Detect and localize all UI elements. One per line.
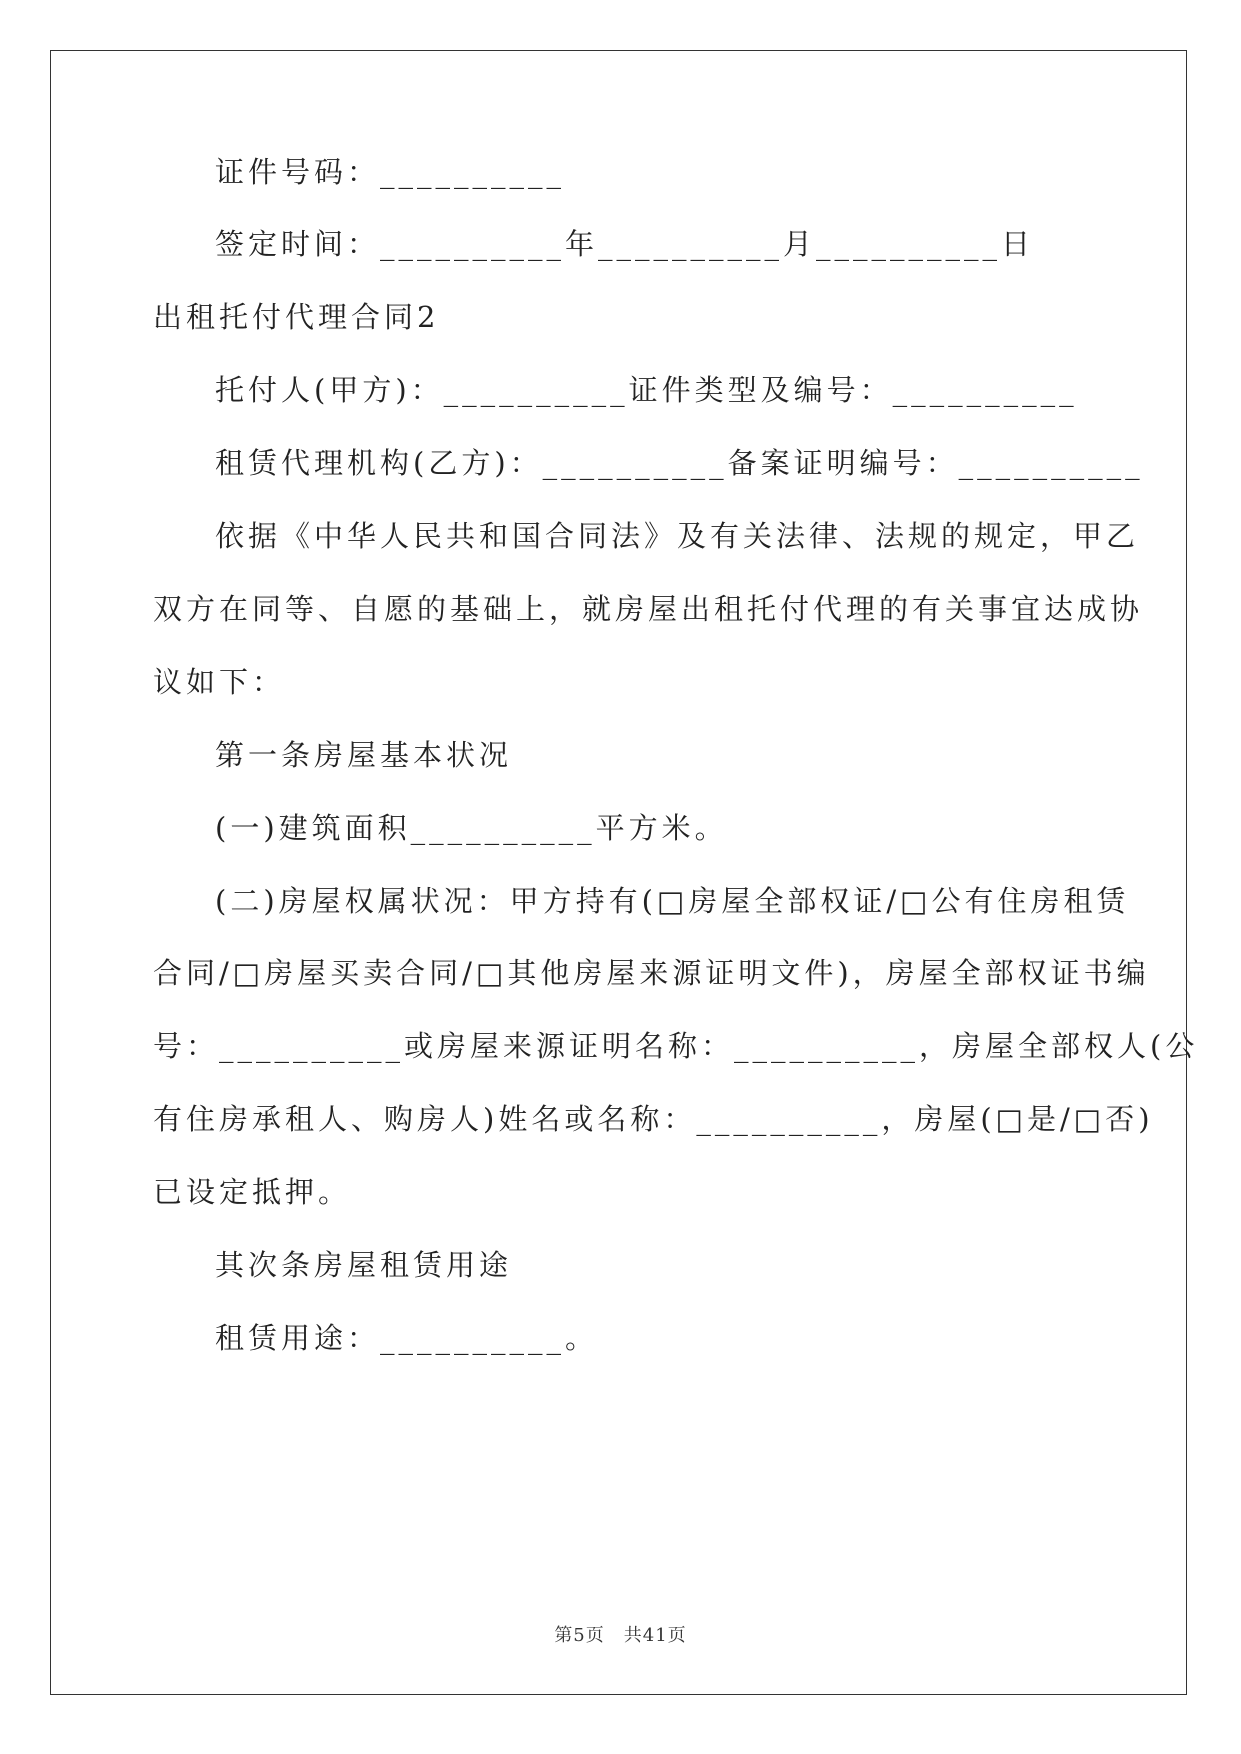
building-area-line: (一)建筑面积__________平方米。 [215, 811, 728, 845]
ownership-line: 已设定抵押。 [153, 1175, 352, 1209]
agency-line: 租赁代理机构(乙方)：__________备案证明编号：__________ [215, 446, 1144, 480]
ownership-line: 有住房承租人、购房人)姓名或名称：__________，房屋(□是/□否) [153, 1102, 1154, 1136]
lease-use-line: 租赁用途：__________。 [215, 1321, 599, 1355]
id-number-line: 证件号码：__________ [215, 155, 566, 189]
page-footer: 第5页 共41页 [554, 1625, 687, 1646]
paragraph-line: 议如下： [153, 665, 286, 699]
ownership-line: 号：__________或房屋来源证明名称：__________，房屋全部权人(公 [153, 1029, 1199, 1063]
principal-line: 托付人(甲方)：__________证件类型及编号：__________ [215, 373, 1078, 407]
signing-date-line: 签定时间：__________年__________月__________日 [215, 227, 1035, 261]
paragraph-line: 双方在同等、自愿的基础上，就房屋出租托付代理的有关事宜达成协 [153, 592, 1144, 626]
contract-title: 出租托付代理合同2 [153, 300, 440, 334]
paragraph-line: 依据《中华人民共和国合同法》及有关法律、法规的规定，甲乙 [215, 519, 1140, 553]
article-2-heading: 其次条房屋租赁用途 [215, 1248, 513, 1282]
ownership-line: (二)房屋权属状况：甲方持有(□房屋全部权证/□公有住房租赁 [215, 884, 1130, 918]
ownership-line: 合同/□房屋买卖合同/□其他房屋来源证明文件)，房屋全部权证书编 [153, 956, 1150, 990]
article-1-heading: 第一条房屋基本状况 [215, 738, 513, 772]
